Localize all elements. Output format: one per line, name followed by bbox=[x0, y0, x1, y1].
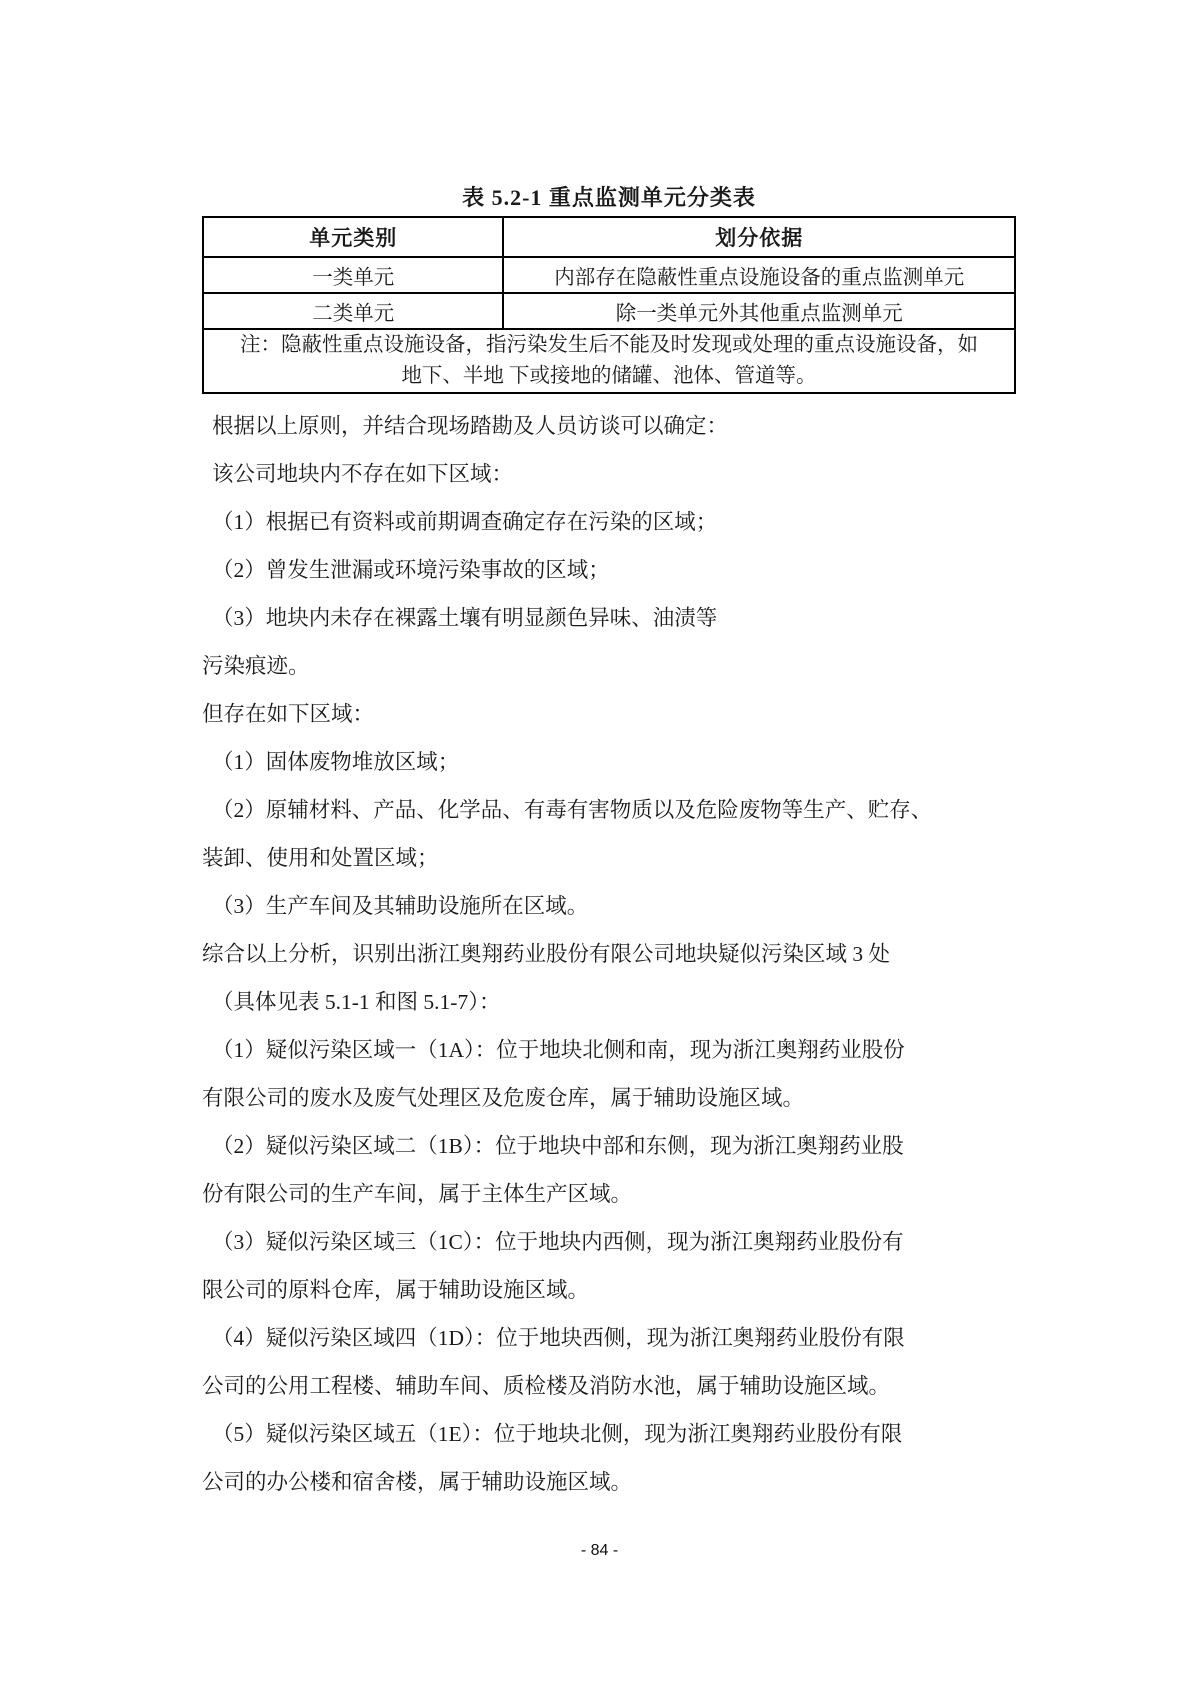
table-row bbox=[203, 257, 1015, 293]
body-line: 有限公司的废水及废气处理区及危废仓库，属于辅助设施区域。 bbox=[202, 1086, 805, 1110]
body-line: 公司的公用工程楼、辅助车间、质检楼及消防水池，属于辅助设施区域。 bbox=[202, 1374, 891, 1398]
body-line: 份有限公司的生产车间，属于主体生产区域。 bbox=[202, 1182, 633, 1206]
body-line: （2）曾发生泄漏或环境污染事故的区域； bbox=[212, 558, 610, 582]
table-note-cell bbox=[203, 329, 1015, 393]
body-line: 限公司的原料仓库，属于辅助设施区域。 bbox=[202, 1278, 590, 1302]
table-note-line: 地下、半地 下或接地的储罐、池体、管道等。 bbox=[401, 365, 817, 387]
body-line: （2）原辅材料、产品、化学品、有毒有害物质以及危险废物等生产、贮存、 bbox=[212, 798, 933, 822]
body-line: 装卸、使用和处置区域； bbox=[202, 846, 439, 870]
table-header-row bbox=[203, 217, 1015, 257]
body-line: （3）生产车间及其辅助设施所在区域。 bbox=[212, 894, 589, 918]
table-cell-unit-2: 二类单元 bbox=[203, 293, 503, 329]
body-line: 公司的办公楼和宿舍楼，属于辅助设施区域。 bbox=[202, 1470, 633, 1494]
page-number: - 84 - bbox=[580, 1542, 619, 1559]
body-line: 污染痕迹。 bbox=[202, 654, 310, 678]
table-cell-basis-1: 内部存在隐蔽性重点设施设备的重点监测单元 bbox=[503, 257, 1015, 293]
table-cell-basis-2: 除一类单元外其他重点监测单元 bbox=[503, 293, 1015, 329]
table-note-row bbox=[203, 329, 1015, 393]
table-caption: 表 5.2-1 重点监测单元分类表 bbox=[462, 185, 756, 210]
col-header-basis: 划分依据 bbox=[503, 217, 1015, 257]
body-line: （4）疑似污染区域四（1D）：位于地块西侧，现为浙江奥翔药业股份有限 bbox=[212, 1326, 905, 1350]
body-line: （具体见表 5.1-1 和图 5.1-7）： bbox=[212, 990, 501, 1014]
body-line: 根据以上原则，并结合现场踏勘及人员访谈可以确定： bbox=[212, 414, 729, 438]
table-row bbox=[203, 293, 1015, 329]
classification-table bbox=[202, 216, 1016, 394]
body-text bbox=[202, 402, 1016, 1506]
page-content bbox=[202, 184, 1016, 1506]
body-line: （5）疑似污染区域五（1E）：位于地块北侧，现为浙江奥翔药业股份有限 bbox=[212, 1422, 903, 1446]
table-cell-unit-1: 一类单元 bbox=[203, 257, 503, 293]
body-line: 但存在如下区域： bbox=[202, 702, 375, 726]
body-line: （3）疑似污染区域三（1C）：位于地块内西侧，现为浙江奥翔药业股份有 bbox=[212, 1230, 904, 1254]
body-line: （1）固体废物堆放区域； bbox=[212, 750, 460, 774]
body-line: 该公司地块内不存在如下区域： bbox=[212, 462, 514, 486]
col-header-unit-type: 单元类别 bbox=[203, 217, 503, 257]
body-line: （1）根据已有资料或前期调查确定存在污染的区域； bbox=[212, 510, 718, 534]
body-line: （3）地块内未存在裸露土壤有明显颜色异味、油渍等 bbox=[212, 606, 718, 630]
body-line: （1）疑似污染区域一（1A）：位于地块北侧和南，现为浙江奥翔药业股份 bbox=[212, 1038, 905, 1062]
body-line: 综合以上分析，识别出浙江奥翔药业股份有限公司地块疑似污染区域 3 处 bbox=[202, 942, 891, 966]
table-note-line: 注：隐蔽性重点设施设备，指污染发生后不能及时发现或处理的重点设施设备，如 bbox=[240, 334, 978, 356]
body-line: （2）疑似污染区域二（1B）：位于地块中部和东侧，现为浙江奥翔药业股 bbox=[212, 1134, 904, 1158]
